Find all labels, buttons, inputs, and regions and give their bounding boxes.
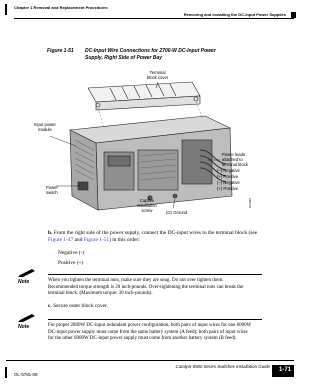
label-polarity-4: (+) Positive	[217, 186, 239, 191]
label-polarity-3: (–) Negative	[217, 180, 240, 185]
label-power-switch: Power switch	[46, 185, 58, 195]
figure-number: Figure 1-51	[47, 48, 74, 54]
note-pencil-icon	[18, 268, 38, 277]
label-polarity-2: (+) Positive	[217, 174, 239, 179]
note-rule-2	[48, 319, 262, 320]
footer-doc-number: OL-5781-08	[14, 372, 38, 377]
section-title: Removing and Installing the DC-Input Power Supplies	[183, 12, 286, 17]
label-captive-screw: Captive installation screw	[137, 198, 157, 213]
label-power-leads: Power leads attached to terminal block	[222, 152, 248, 167]
note-text-2: For proper 2800W DC-input redundant power configuration, both pairs of input wires for one 6000W DC-input power supply must come from the same battery system (A feed); both pairs of input wires for the other 6000W DC-input power supply must come from another battery system (B feed).	[48, 323, 252, 341]
link-figure-1-51[interactable]: Figure 1-51	[83, 237, 110, 243]
footer-guide-title: Catalyst 6500 Series Switches Installation Guide	[175, 364, 270, 369]
note-text-1: When you tighten the terminal nuts, make sure they are snug. Do not over tighten them. Recommended torque strength is 20 inch-pounds. Over-tightening the terminal nuts can break the terminal block. (Maximum torque: 30 inch-pounds).	[48, 278, 244, 296]
order-negative: Negative (-)	[58, 250, 85, 256]
step-b-text: From the right side of the power supply, connect the DC-input wires to the terminal block (see	[53, 230, 258, 236]
figure-id: 101386	[248, 197, 252, 208]
note-pencil-icon	[18, 313, 38, 322]
step-b	[48, 230, 258, 244]
step-b-letter: b.	[48, 230, 53, 236]
terminal-block-cover	[88, 82, 200, 110]
note-label-1: Note	[18, 279, 30, 285]
label-input-power-module: Input power module	[34, 122, 56, 132]
label-polarity-1: (–) Negative	[217, 168, 240, 173]
order-positive: Positive (+)	[58, 260, 84, 266]
step-c-text: Secure outer block cover.	[53, 303, 108, 309]
step-c	[48, 303, 108, 310]
page-number: 1-71	[278, 367, 291, 373]
footer-rule	[6, 360, 294, 361]
power-supply-chassis	[70, 116, 232, 210]
step-b-text-post: ) in this order:	[109, 237, 140, 243]
label-terminal-block-cover: Terminal block cover	[147, 70, 169, 80]
step-b-and: and	[73, 237, 84, 243]
note-rule-1	[48, 274, 262, 275]
link-figure-1-47[interactable]: Figure 1-47	[48, 237, 74, 243]
chapter-title: Chapter 1 Removal and Replacement Procedures	[14, 5, 108, 10]
figure-caption: DC-Input Wire Connections for 2700-W DC-Input Power Supply, Right Side of Power Bay	[85, 48, 216, 61]
step-c-letter: c.	[48, 303, 52, 309]
note-label-2: Note	[18, 324, 30, 330]
label-ground: (G) Ground	[166, 210, 188, 215]
footer-bar	[5, 367, 7, 378]
